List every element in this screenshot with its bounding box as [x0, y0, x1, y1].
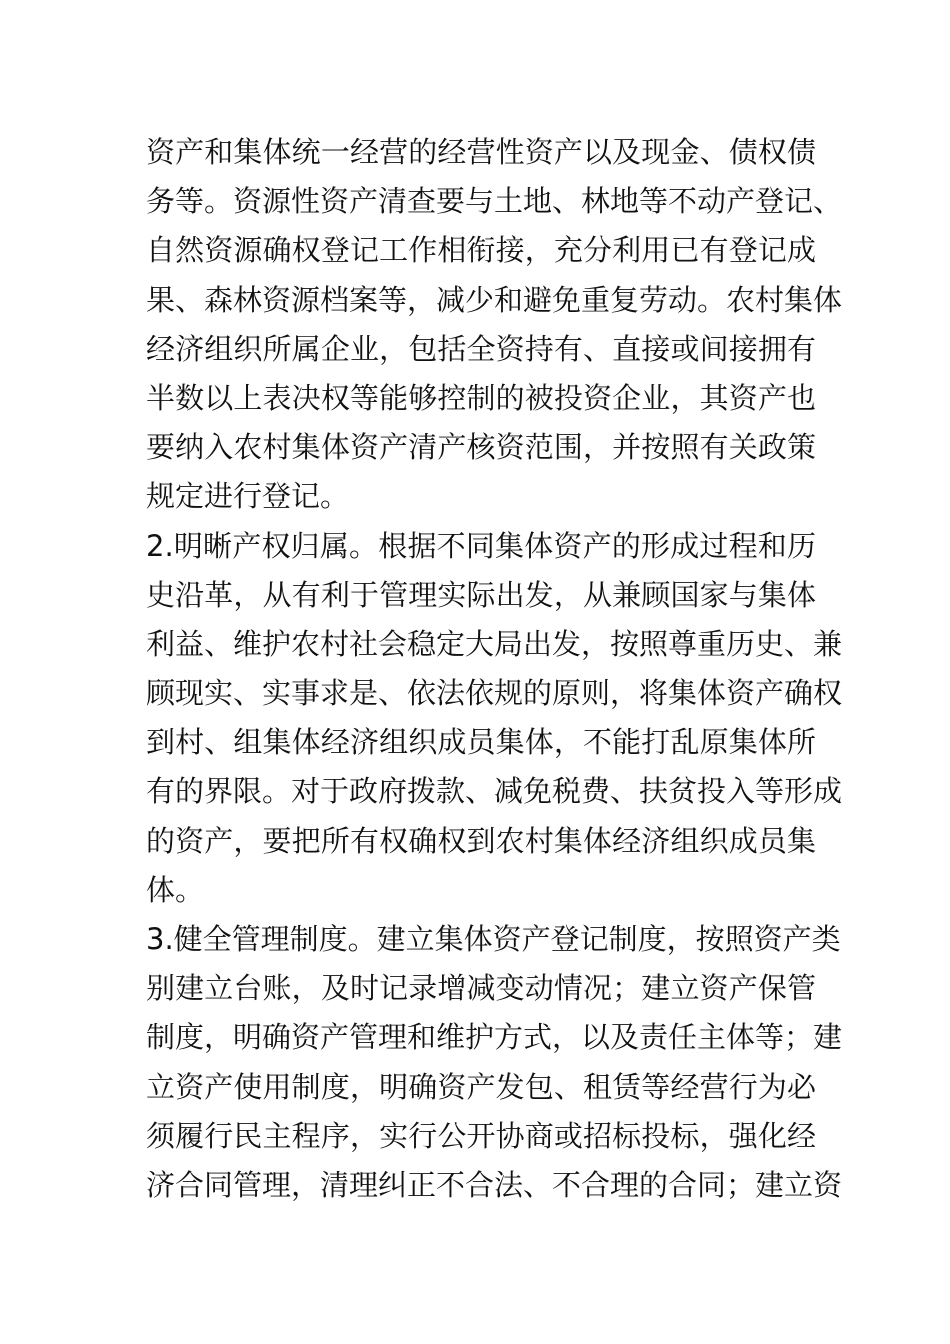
text-line: 立资产使用制度，明确资产发包、租赁等经营行为必 — [146, 1069, 816, 1104]
text-line: 2.明晰产权归属。根据不同集体资产的形成过程和历 — [146, 528, 816, 563]
text-line: 半数以上表决权等能够控制的被投资企业，其资产也 — [146, 380, 816, 415]
text-line: 体。 — [146, 872, 205, 907]
text-line: 经济组织所属企业，包括全资持有、直接或间接拥有 — [146, 331, 816, 366]
text-line: 的资产，要把所有权确权到农村集体经济组织成员集 — [146, 823, 816, 858]
text-line: 济合同管理，清理纠正不合法、不合理的合同；建立资 — [146, 1167, 843, 1202]
text-line: 规定进行登记。 — [146, 479, 350, 514]
text-line: 要纳入农村集体资产清产核资范围，并按照有关政策 — [146, 430, 816, 465]
document-body — [146, 128, 843, 1210]
text-line: 顾现实、实事求是、依法依规的原则，将集体资产确权 — [146, 676, 843, 711]
text-line: 史沿革，从有利于管理实际出发，从兼顾国家与集体 — [146, 577, 816, 612]
text-line: 务等。资源性资产清查要与土地、林地等不动产登记、 — [146, 184, 843, 219]
text-line: 制度，明确资产管理和维护方式，以及责任主体等；建 — [146, 1020, 843, 1055]
text-line: 到村、组集体经济组织成员集体，不能打乱原集体所 — [146, 725, 816, 760]
text-line: 有的界限。对于政府拨款、减免税费、扶贫投入等形成 — [146, 774, 843, 809]
text-line: 3.健全管理制度。建立集体资产登记制度，按照资产类 — [146, 922, 841, 956]
text-line: 利益、维护农村社会稳定大局出发，按照尊重历史、兼 — [146, 626, 843, 661]
text-line: 自然资源确权登记工作相衔接，充分利用已有登记成 — [146, 233, 816, 268]
text-line: 须履行民主程序，实行公开协商或招标投标，强化经 — [146, 1118, 816, 1153]
text-line: 资产和集体统一经营的经营性资产以及现金、债权债 — [146, 135, 816, 169]
text-line: 果、森林资源档案等，减少和避免重复劳动。农村集体 — [146, 282, 843, 317]
text-line: 别建立台账，及时记录增减变动情况；建立资产保管 — [146, 971, 816, 1006]
